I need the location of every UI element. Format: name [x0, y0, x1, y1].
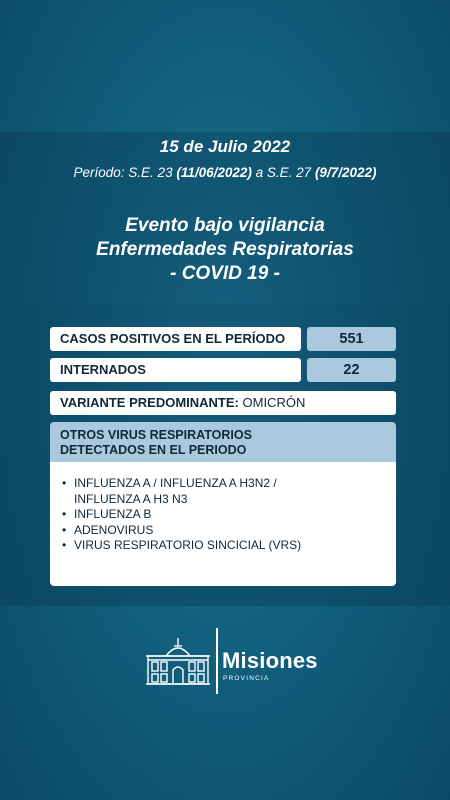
variant-label: VARIANTE PREDOMINANTE:	[60, 395, 239, 410]
virus-list-item-influenza-a: • INFLUENZA A / INFLUENZA A H3N2 / INFLUENZA A H3 N3	[74, 476, 386, 507]
government-building-icon	[146, 634, 210, 688]
positive-cases-label: CASOS POSITIVOS EN EL PERÍODO	[50, 327, 301, 351]
period-mid: a S.E. 27	[251, 165, 315, 180]
virus-list-item-influenza-b: • INFLUENZA B	[74, 507, 386, 523]
event-title-line-3: - COVID 19 -	[170, 263, 280, 284]
period-end-date: (9/7/2022)	[314, 165, 377, 180]
logo-name: Misiones	[222, 648, 318, 673]
other-viruses-heading-line-2: DETECTADOS EN EL PERIODO	[60, 443, 247, 457]
period-prefix: Período: S.E. 23	[73, 165, 177, 180]
variant-value: OMICRÓN	[242, 395, 306, 410]
period-start-date: (11/06/2022)	[176, 165, 252, 180]
logo-subtitle: PROVINCIA	[223, 675, 270, 682]
logo-divider	[216, 628, 218, 694]
hospitalized-value: 22	[307, 358, 396, 382]
other-viruses-heading-line-1: OTROS VIRUS RESPIRATORIOS	[60, 428, 252, 442]
virus-list-item-vrs: • VIRUS RESPIRATORIO SINCICIAL (VRS)	[74, 538, 386, 554]
report-period	[0, 165, 450, 180]
virus-list-item-adenovirus: • ADENOVIRUS	[74, 523, 386, 539]
event-title-line-1: Evento bajo vigilancia	[125, 215, 325, 236]
other-viruses-heading	[50, 422, 396, 462]
event-title	[0, 214, 450, 286]
event-title-line-2: Enfermedades Respiratorias	[96, 239, 354, 260]
report-date: 15 de Julio 2022	[159, 137, 291, 156]
hospitalized-label: INTERNADOS	[50, 358, 301, 382]
predominant-variant	[50, 391, 396, 415]
positive-cases-value: 551	[307, 327, 396, 351]
other-viruses-list	[50, 462, 396, 586]
